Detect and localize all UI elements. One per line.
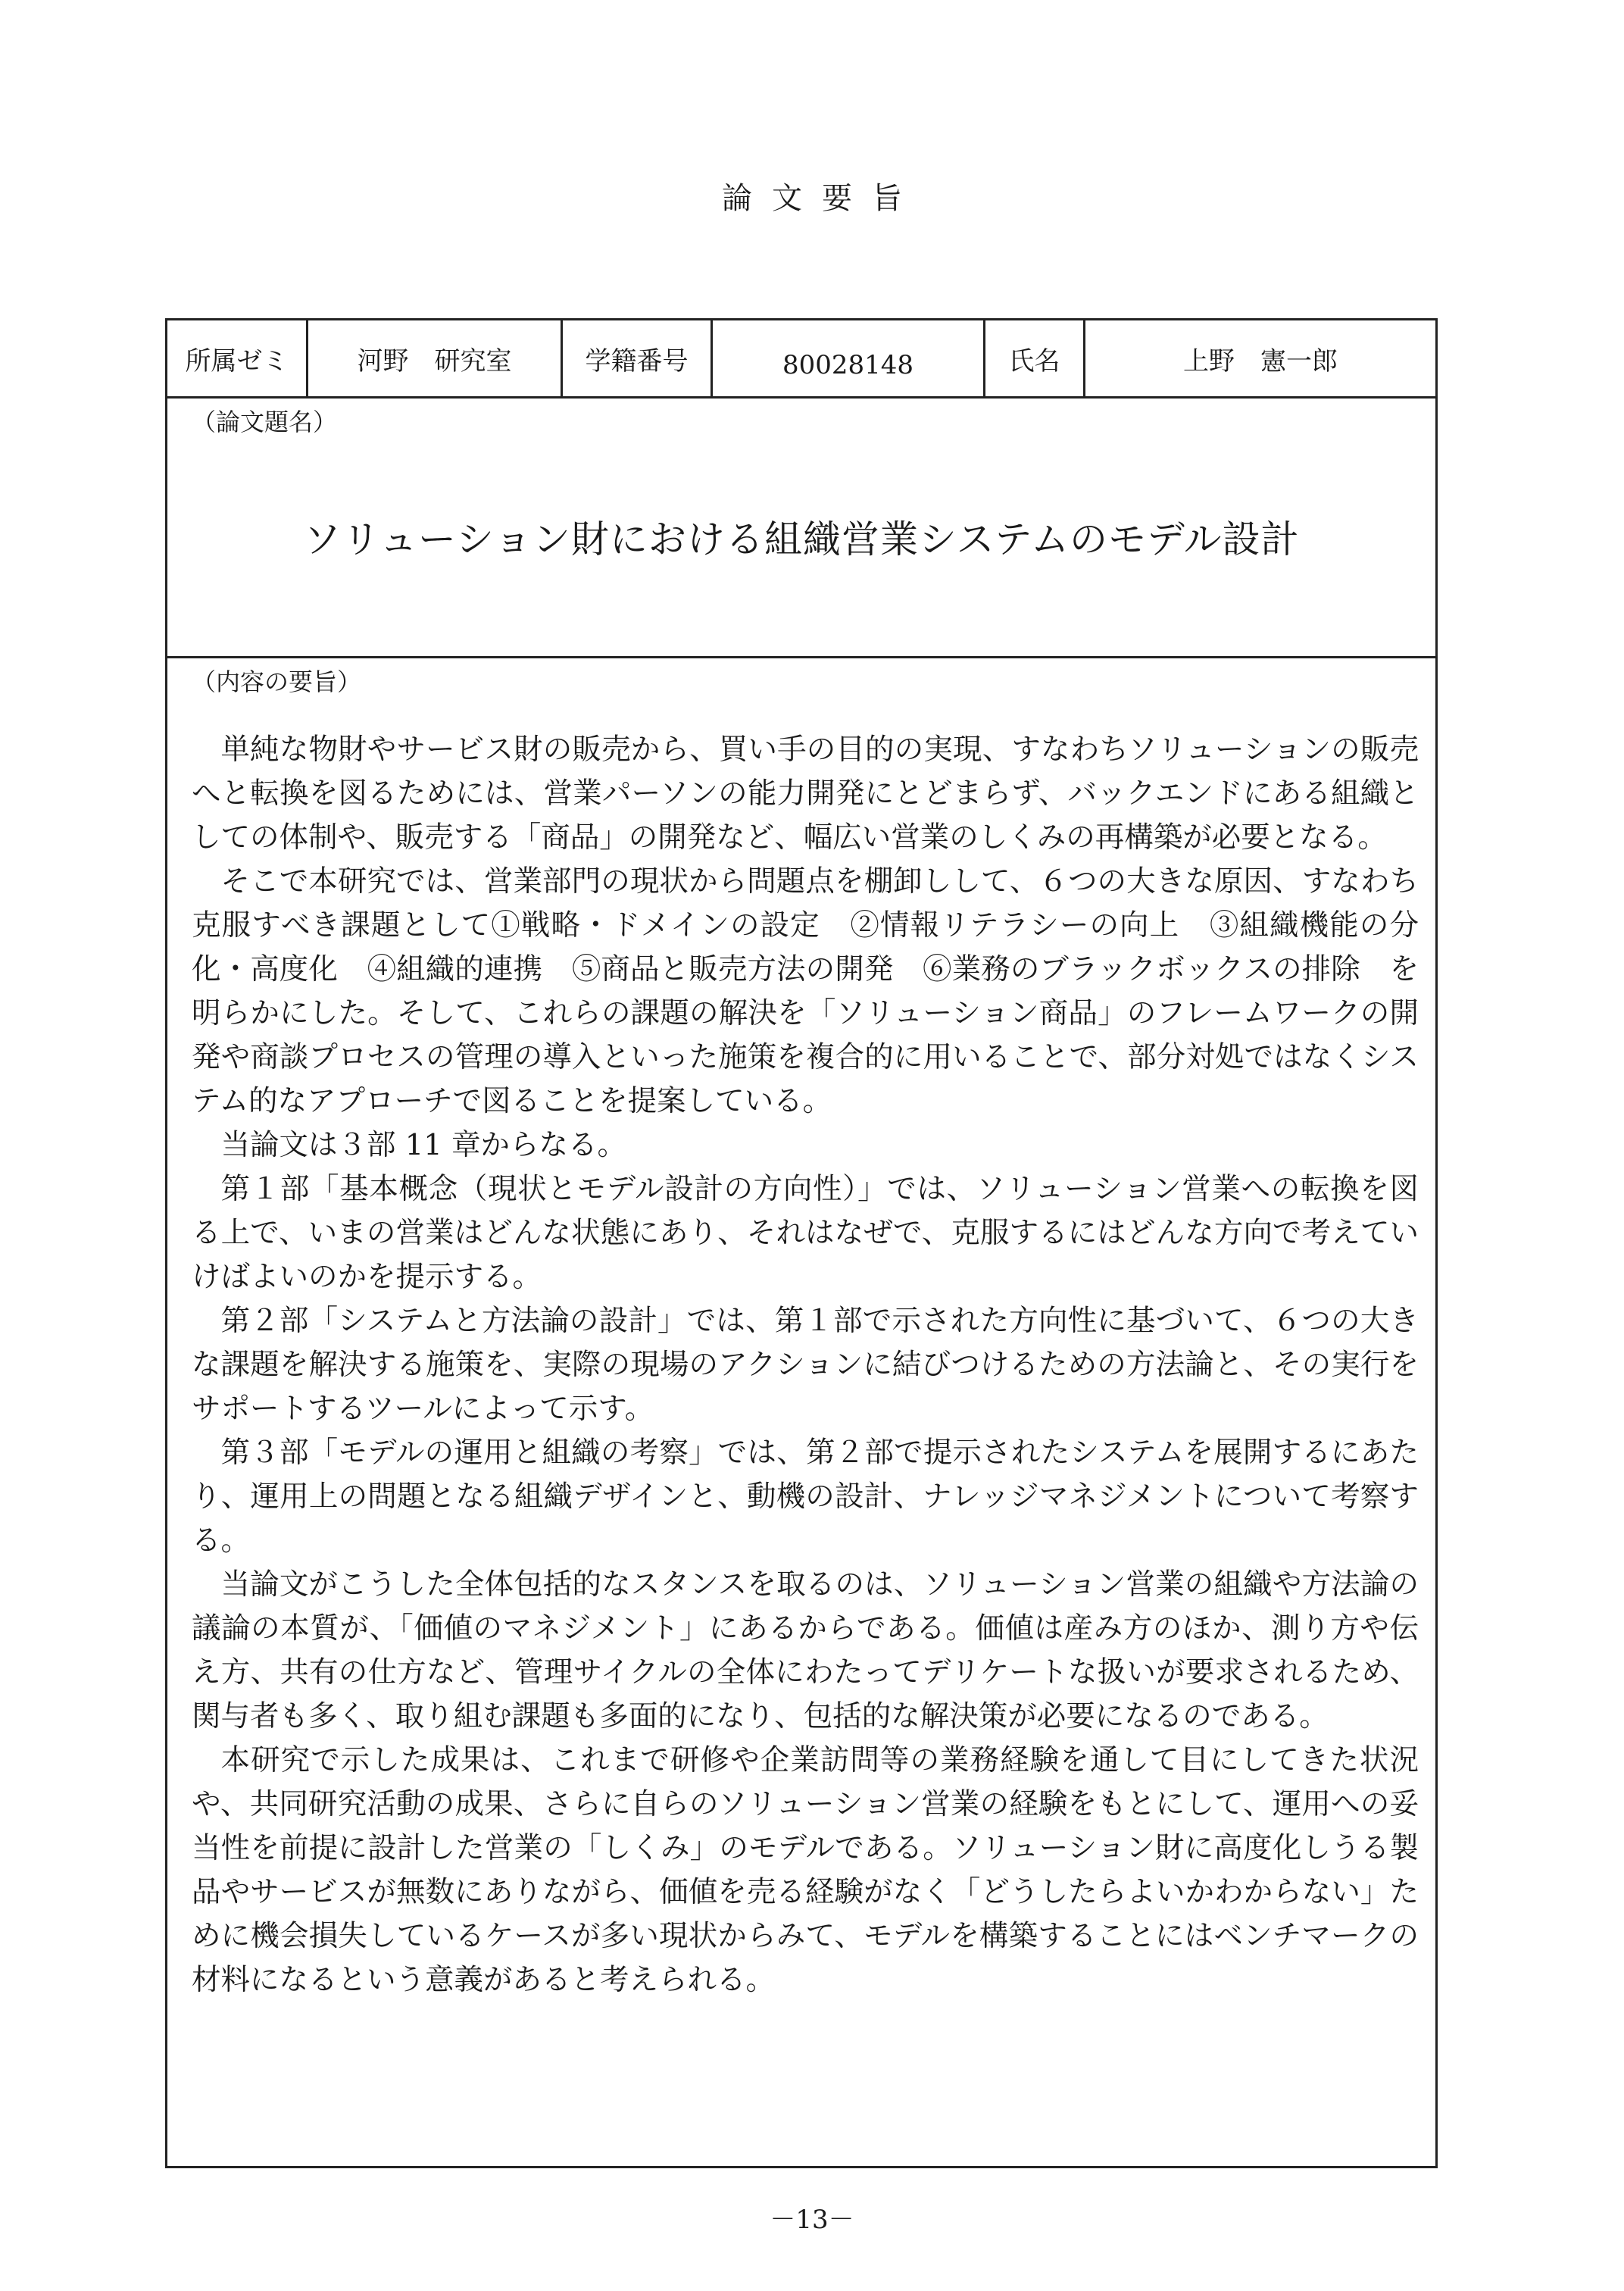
summary-paragraph: 単純な物財やサービス財の販売から、買い手の目的の実現、すなわちソリューションの販売へと転換を図るためには、営業パーソンの能力開発にとどまらず、バックエンドにある組織としての体制や、販売する「商品」の開発など、幅広い営業のしくみの再構築が必要となる。	[192, 733, 1419, 855]
summary-paragraph: そこで本研究では、営業部門の現状から問題点を棚卸しして、６つの大きな原因、すなわち克服すべき課題として①戦略・ドメインの設定 ②情報リテラシーの向上 ③組織機能の分化・高度化 ④組織的連携 ⑤商品と販売方法の開発 ⑥業務のブラックボックスの排除 を明らかにした。そして、これらの課題の解決を「ソリューション商品」のフレームワークの開発や商談プロセスの管理の導入といった施策を複合的に用いることで、部分対処ではなくシステム的なアプローチで図ることを提案している。	[192, 864, 1419, 1118]
summary-form	[165, 318, 1438, 2168]
name-value: 上野 憲一郎	[1183, 345, 1338, 377]
seminar-label: 所属ゼミ	[167, 320, 308, 396]
student-info-row	[167, 320, 1435, 399]
thesis-title-section	[167, 399, 1435, 658]
summary-paragraph: 第２部「システムと方法論の設計」では、第１部で示された方向性に基づいて、６つの大きな課題を解決する施策を、実際の現場のアクションに結びつけるための方法論と、その実行をサポートするツールによって示す。	[192, 1304, 1419, 1426]
summary-paragraph: 当論文は３部 11 章からなる。	[220, 1128, 626, 1162]
name-label: 氏名	[985, 320, 1085, 396]
summary-paragraph: 第１部「基本概念（現状とモデル設計の方向性）」では、ソリューション営業への転換を図る上で、いまの営業はどんな状態にあり、それはなぜで、克服するにはどんな方向で考えていけばよいのかを提示する。	[192, 1172, 1419, 1294]
page-number: －13－	[770, 2205, 854, 2235]
summary-paragraph: 本研究で示した成果は、これまで研修や企業訪問等の業務経験を通して目にしてきた状況や、共同研究活動の成果、さらに自らのソリューション営業の経験をもとにして、運用への妥当性を前提に設計した営業の「しくみ」のモデルである。ソリューション財に高度化しうる製品やサービスが無数にありながら、価値を売る経験がなく「どうしたらよいかわからない」ために機会損失しているケースが多い現状からみて、モデルを構築することにはベンチマークの材料になるという意義があると考えられる。	[192, 1743, 1419, 1997]
page-heading: 論文要旨	[722, 181, 922, 216]
summary-label: （内容の要旨）	[192, 667, 362, 696]
student-id-label: 学籍番号	[563, 320, 713, 396]
student-id-value: 80028148	[713, 320, 985, 396]
summary-body	[192, 728, 1419, 2002]
thesis-title: ソリューション財における組織営業システムのモデル設計	[303, 517, 1300, 561]
thesis-title-label: （論文題名）	[192, 408, 338, 436]
summary-paragraph: 第３部「モデルの運用と組織の考察」では、第２部で提示されたシステムを展開するにあたり、運用上の問題となる組織デザインと、動機の設計、ナレッジマネジメントについて考察する。	[192, 1436, 1419, 1558]
summary-paragraph: 当論文がこうした全体包括的なスタンスを取るのは、ソリューション営業の組織や方法論の議論の本質が、「価値のマネジメント」にあるからである。価値は産み方のほか、測り方や伝え方、共有の仕方など、管理サイクルの全体にわたってデリケートな扱いが要求されるため、関与者も多く、取り組む課題も多面的になり、包括的な解決策が必要になるのである。	[192, 1567, 1419, 1733]
seminar-value: 河野 研究室	[308, 320, 563, 396]
